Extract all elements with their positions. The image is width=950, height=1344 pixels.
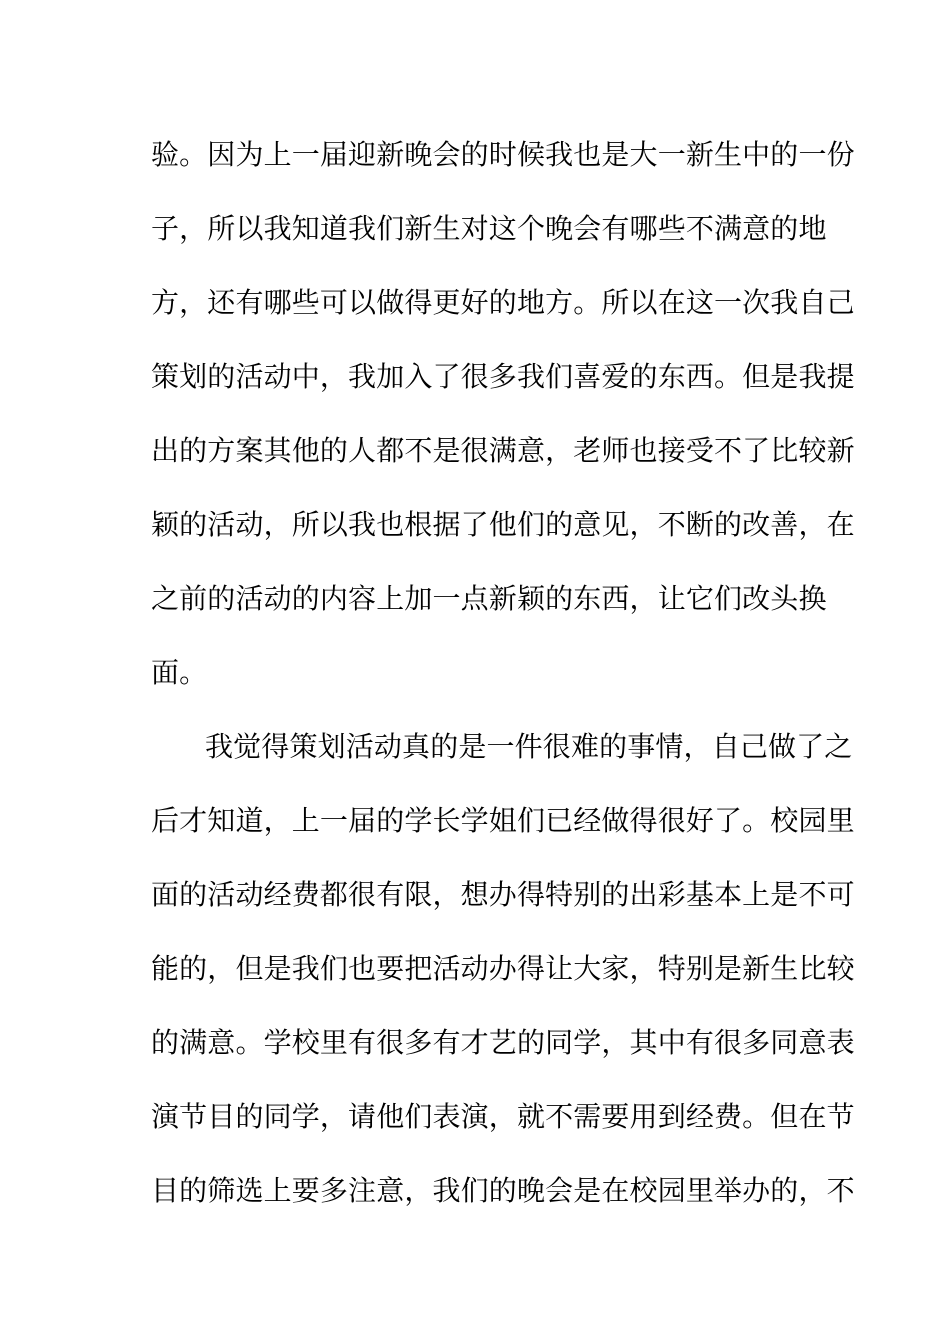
text-line: 子，所以我知道我们新生对这个晚会有哪些不满意的地 [151,212,827,245]
paragraph-first-line: 我觉得策划活动真的是一件很难的事情，自己做了之 [205,730,853,763]
text-line: 出的方案其他的人都不是很满意，老师也接受不了比较新 [151,434,855,467]
text-line: 之前的活动的内容上加一点新颖的东西，让它们改头换 [151,582,827,615]
text-line: 能的，但是我们也要把活动办得让大家，特别是新生比较 [151,952,855,985]
text-line: 面的活动经费都很有限，想办得特别的出彩基本上是不可 [151,878,855,911]
text-line: 验。因为上一届迎新晚会的时候我也是大一新生中的一份 [151,138,855,171]
text-line: 目的筛选上要多注意，我们的晚会是在校园里举办的，不 [151,1174,855,1207]
text-line: 后才知道，上一届的学长学姐们已经做得很好了。校园里 [151,804,855,837]
text-line: 策划的活动中，我加入了很多我们喜爱的东西。但是我提 [151,360,855,393]
text-line: 的满意。学校里有很多有才艺的同学，其中有很多同意表 [151,1026,855,1059]
text-line: 颖的活动，所以我也根据了他们的意见，不断的改善，在 [151,508,855,541]
text-line: 演节目的同学，请他们表演，就不需要用到经费。但在节 [151,1100,855,1133]
text-line: 面。 [151,656,208,689]
text-line: 方，还有哪些可以做得更好的地方。所以在这一次我自己 [151,286,855,319]
